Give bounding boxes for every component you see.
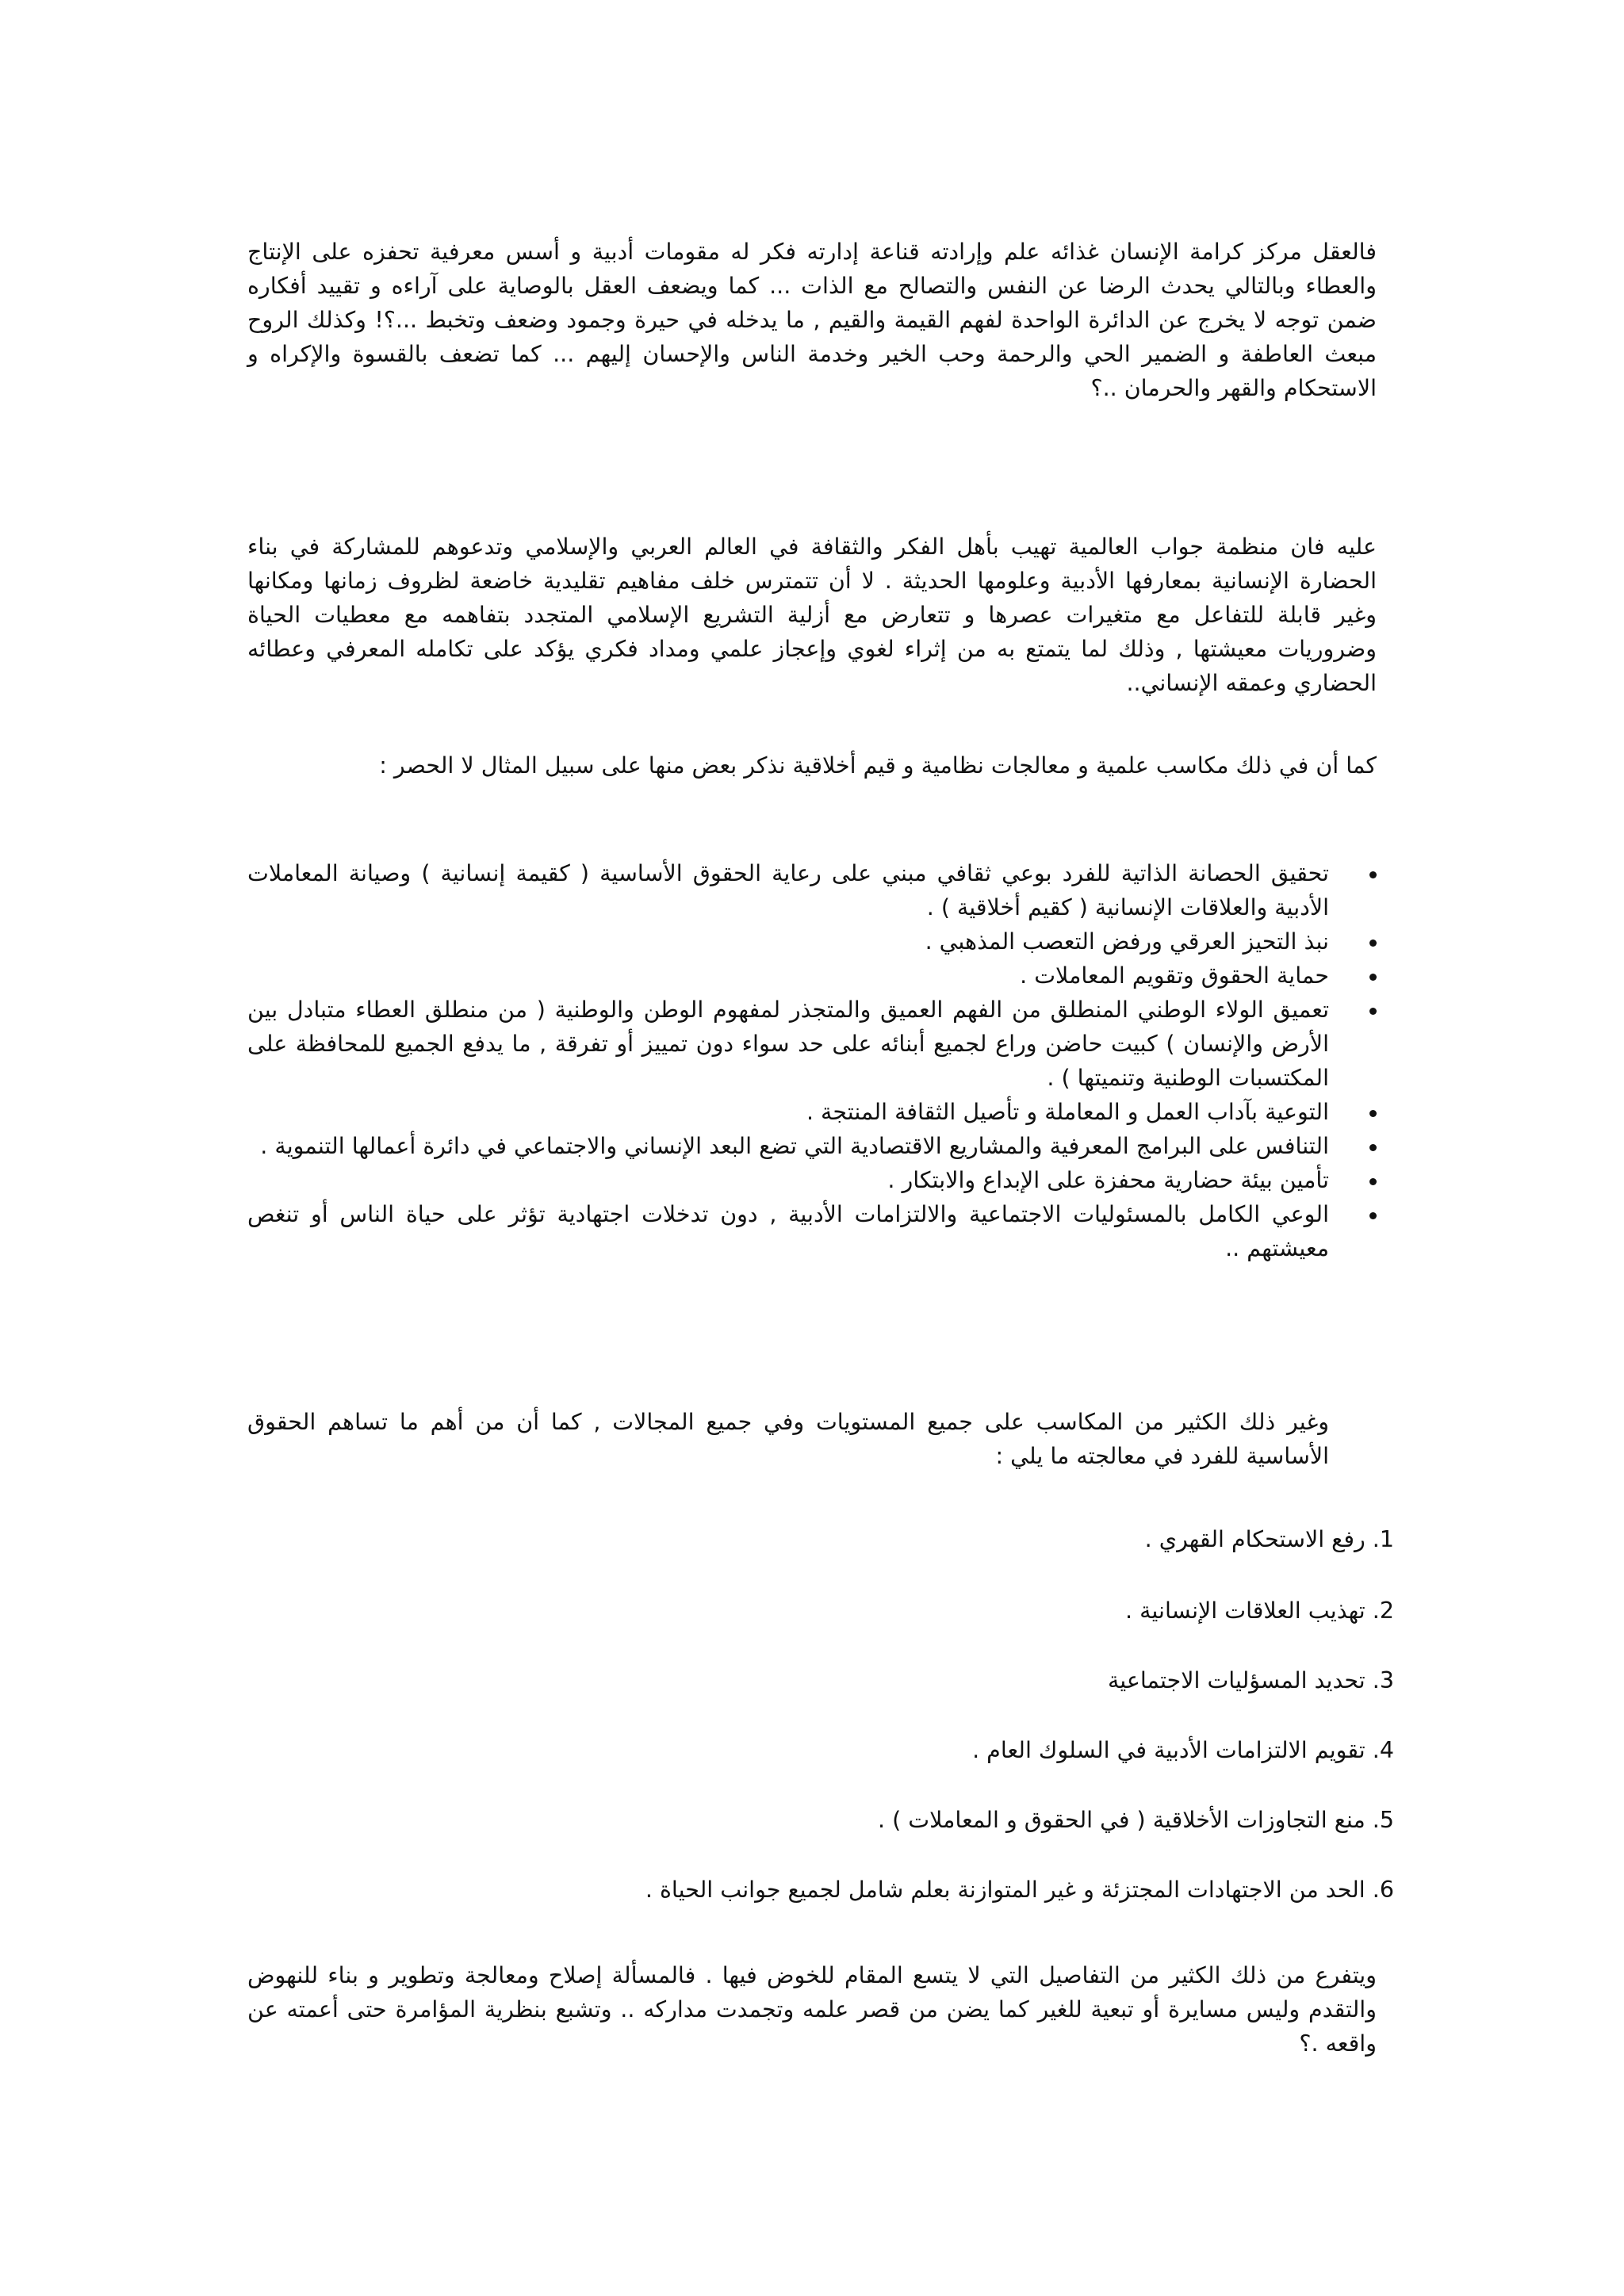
bullet-icon	[1369, 1144, 1377, 1151]
gains-intro-paragraph: كما أن في ذلك مكاسب علمية و معالجات نظامية و قيم أخلاقية نذكر بعض منها على سبيل المثال لا الحصر :	[379, 752, 1377, 779]
organization-paragraph: عليه فان منظمة جواب العالمية تهيب بأهل الفكر والثقافة في العالم العربي والإسلامي وتدعوهم للمشاركة في بناء الحضارة الإنسانية بمعارفها الأدبية وعلومها الحديثة . لا أن تتمترس خلف مفاهيم تقليدية خاضعة لظروف زمانها ومكانها وغير قابلة للتفاعل مع متغيرات عصرها و تتعارض مع أزلية التشريع الإسلامي المتجدد بتفاهمه مع معطيات الحياة وضروريات معيشتها , وذلك لما يتمتع به من إثراء لغوي وإعجاز علمي ومداد فكري يؤكد على تكامله المعرفي وعطائه الحضاري وعمقه الإنساني..	[247, 534, 1377, 696]
rights-intro-paragraph: وغير ذلك الكثير من المكاسب على جميع المستويات وفي جميع المجالات , كما أن من أهم ما تساهم الحقوق الأساسية للفرد في معالجته ما يلي :	[247, 1409, 1329, 1469]
numbered-item-3: 3. تحديد المسؤليات الاجتماعية	[1107, 1667, 1394, 1693]
bullet-item: حماية الحقوق وتقويم المعاملات .	[247, 959, 1377, 993]
bullet-icon	[1369, 974, 1377, 981]
bullet-icon	[1369, 1110, 1377, 1117]
bullet-icon	[1369, 1212, 1377, 1219]
numbered-item-2: 2. تهذيب العلاقات الإنسانية .	[1125, 1598, 1394, 1624]
numbered-item-5: 5. منع التجاوزات الأخلاقية ( في الحقوق و المعاملات ) .	[878, 1807, 1394, 1833]
bullet-item: الوعي الكامل بالمسئوليات الاجتماعية والالتزامات الأدبية , دون تدخلات اجتهادية تؤثر على حياة الناس أو تنغص معيشتهم ..	[247, 1197, 1377, 1265]
bullet-icon	[1369, 1178, 1377, 1185]
numbered-item-4: 4. تقويم الالتزامات الأدبية في السلوك العام .	[972, 1737, 1394, 1763]
numbered-item-1: 1. رفع الاستحكام القهري .	[1144, 1526, 1394, 1552]
bullet-item: تعميق الولاء الوطني المنطلق من الفهم العميق والمتجذر لمفهوم الوطن والوطنية ( من منطلق العطاء متبادل بين الأرض والإنسان ) كبيت حاضن وراع لجميع أبنائه على حد سواء دون تمييز أو تفرقة , ما يدفع الجميع للمحافظة على المكتسبات الوطنية وتنميتها ) .	[247, 993, 1377, 1095]
closing-paragraph: ويتفرع من ذلك الكثير من التفاصيل التي لا يتسع المقام للخوض فيها . فالمسألة إصلاح ومعالجة وتطوير و بناء للنهوض والتقدم وليس مسايرة أو تبعية للغير كما يضن من قصر علمه وتجمدت مداركه .. وتشبع بنظرية المؤامرة حتى أعمته عن واقعه .؟	[247, 1962, 1377, 2057]
numbered-item-6: 6. الحد من الاجتهادات المجتزئة و غير المتوازنة بعلم شامل لجميع جوانب الحياة .	[645, 1877, 1394, 1903]
bullet-icon	[1369, 871, 1377, 878]
bullet-icon	[1369, 1008, 1377, 1015]
bullet-icon	[1369, 939, 1377, 947]
bullet-item: التنافس على البرامج المعرفية والمشاريع الاقتصادية التي تضع البعد الإنساني والاجتماعي في دائرة أعمالها التنموية .	[247, 1129, 1377, 1163]
bullet-item: نبذ التحيز العرقي ورفض التعصب المذهبي .	[247, 924, 1377, 959]
bullet-item: تأمين بيئة حضارية محفزة على الإبداع والابتكار .	[247, 1163, 1377, 1197]
bullet-item: التوعية بآداب العمل و المعاملة و تأصيل الثقافة المنتجة .	[247, 1095, 1377, 1129]
gains-bullet-list	[247, 856, 1377, 1265]
intro-paragraph: فالعقل مركز كرامة الإنسان غذائه علم وإرادته قناعة إدارته فكر له مقومات أدبية و أسس معرفية تحفزه على الإنتاج والعطاء وبالتالي يحدث الرضا عن النفس والتصالح مع الذات ... كما ويضعف العقل بالوصاية على آراءه و تقييد أفكاره ضمن توجه لا يخرج عن الدائرة الواحدة لفهم القيمة والقيم , ما يدخله في حيرة وجمود وضعف وتخبط ...؟! وكذلك الروح مبعث العاطفة و الضمير الحي والرحمة وحب الخير وخدمة الناس والإحسان إليهم ... كما تضعف بالقسوة والإكراه و الاستحكام والقهر والحرمان ..؟	[247, 239, 1377, 401]
bullet-item: تحقيق الحصانة الذاتية للفرد بوعي ثقافي مبني على رعاية الحقوق الأساسية ( كقيمة إنسانية ) وصيانة المعاملات الأدبية والعلاقات الإنسانية ( كقيم أخلاقية ) .	[247, 856, 1377, 924]
